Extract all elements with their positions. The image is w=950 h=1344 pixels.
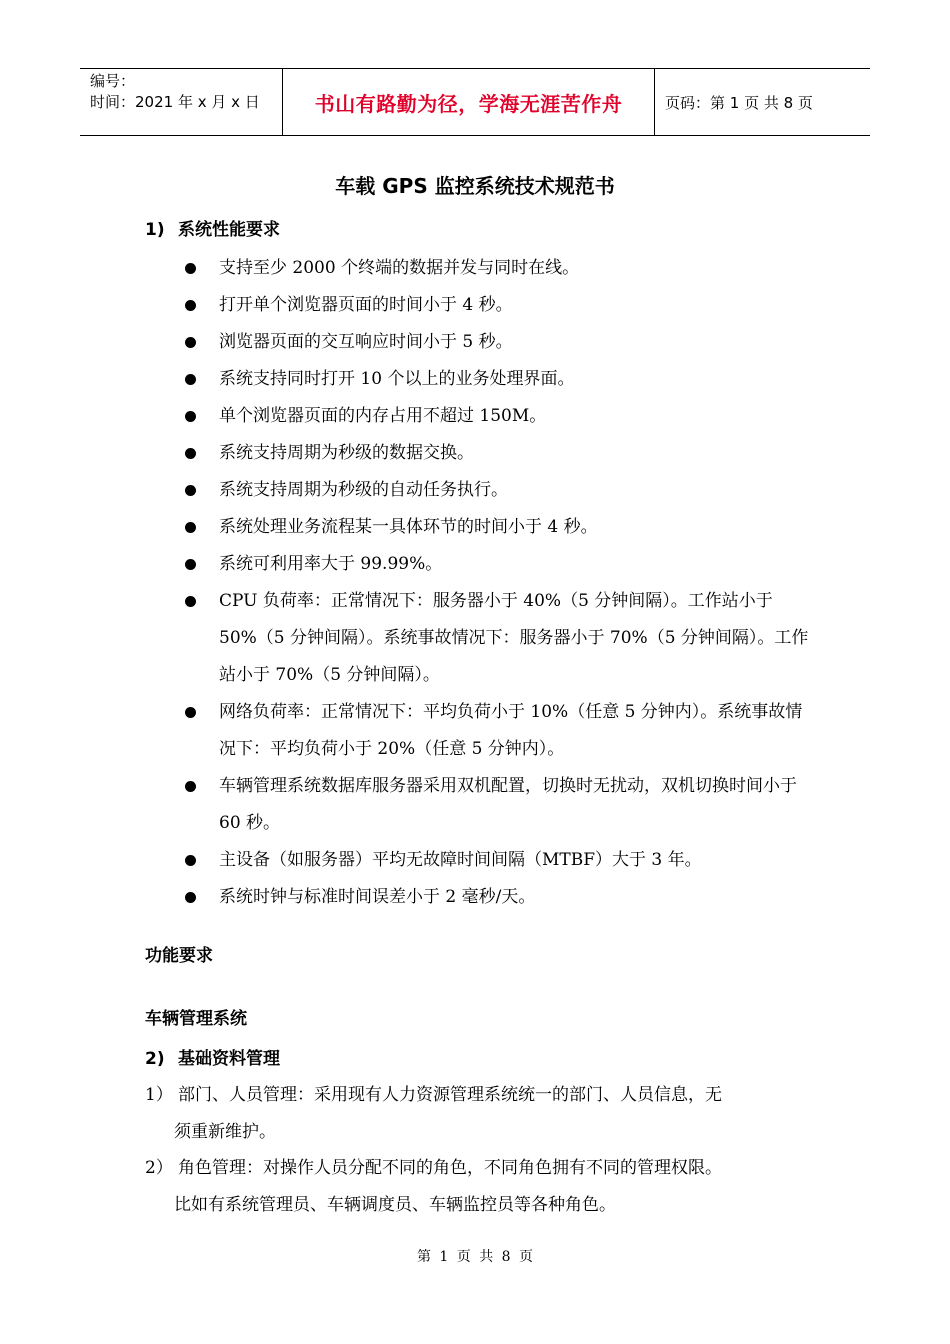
item-text-line2: 须重新维护。 (174, 1122, 276, 1142)
header-motto: 书山有路勤为径，学海无涯苦作舟 (314, 91, 623, 116)
header-motto-cell (282, 69, 655, 135)
section-heading-basic-data (145, 1044, 280, 1069)
header-date: 时间：2021 年 x 月 x 日 (90, 93, 260, 111)
section-number: 2) (145, 1049, 165, 1069)
bullet-icon (185, 596, 196, 607)
list-item-text: 支持至少 2000 个终端的数据并发与同时在线。 (219, 258, 580, 278)
list-item (185, 324, 810, 361)
bullet-icon (185, 892, 196, 903)
bullet-icon (185, 337, 196, 348)
bullet-icon (185, 485, 196, 496)
bullet-icon (185, 374, 196, 385)
header-page-info: 页码：第 1 页 共 8 页 (665, 93, 813, 112)
list-item (185, 583, 810, 694)
list-item-text: 单个浏览器页面的内存占用不超过 150M。 (219, 406, 547, 426)
item-number: 1） (145, 1085, 173, 1105)
list-item-text: 打开单个浏览器页面的时间小于 4 秒。 (219, 295, 513, 315)
list-item (185, 472, 810, 509)
list-item-text: 系统可利用率大于 99.99%。 (219, 554, 443, 574)
list-item (185, 694, 810, 768)
document-header (80, 68, 870, 136)
item-text-line1: 角色管理：对操作人员分配不同的角色，不同角色拥有不同的管理权限。 (178, 1158, 722, 1178)
list-item (185, 287, 810, 324)
heading-vehicle-management: 车辆管理系统 (145, 1009, 247, 1029)
section-number: 1) (145, 220, 165, 240)
list-item-text: 系统支持周期为秒级的自动任务执行。 (219, 480, 508, 500)
list-item (185, 546, 810, 583)
bullet-icon (185, 448, 196, 459)
document-title: 车载 GPS 监控系统技术规范书 (335, 174, 615, 198)
bullet-icon (185, 522, 196, 533)
list-item (185, 398, 810, 435)
item-text-line2: 比如有系统管理员、车辆调度员、车辆监控员等各种角色。 (174, 1195, 616, 1215)
numbered-item (145, 1150, 810, 1224)
list-item-text: 主设备（如服务器）平均无故障时间间隔（MTBF）大于 3 年。 (219, 850, 702, 870)
list-item (185, 435, 810, 472)
list-item (185, 361, 810, 398)
list-item-text: 系统处理业务流程某一具体环节的时间小于 4 秒。 (219, 517, 598, 537)
bullet-icon (185, 300, 196, 311)
bullet-icon (185, 411, 196, 422)
item-text-line1: 部门、人员管理：采用现有人力资源管理系统统一的部门、人员信息，无 (178, 1085, 722, 1105)
header-meta (80, 69, 282, 135)
performance-requirements-list (185, 250, 810, 916)
list-item-text: 浏览器页面的交互响应时间小于 5 秒。 (219, 332, 513, 352)
item-number: 2） (145, 1158, 173, 1178)
list-item (185, 250, 810, 287)
heading-function-requirements: 功能要求 (145, 946, 213, 966)
page-footer: 第 1 页 共 8 页 (416, 1249, 534, 1265)
list-item-text: CPU 负荷率：正常情况下：服务器小于 40%（5 分钟间隔）。工作站小于 50%（5 分钟间隔）。系统事故情况下：服务器小于 70%（5 分钟间隔）。工作站小于 70%（5 分钟间隔）。 (219, 591, 809, 685)
list-item-text: 车辆管理系统数据库服务器采用双机配置，切换时无扰动，双机切换时间小于 60 秒。 (219, 776, 797, 833)
list-item-text: 系统支持周期为秒级的数据交换。 (219, 443, 474, 463)
list-item-text: 系统支持同时打开 10 个以上的业务处理界面。 (219, 369, 575, 389)
list-item (185, 879, 810, 916)
bullet-icon (185, 707, 196, 718)
list-item (185, 509, 810, 546)
list-item-text: 系统时钟与标准时间误差小于 2 毫秒/天。 (219, 887, 536, 907)
bullet-icon (185, 263, 196, 274)
header-number-label: 编号： (90, 72, 136, 90)
bullet-icon (185, 559, 196, 570)
numbered-item (145, 1077, 810, 1151)
list-item (185, 842, 810, 879)
section-label: 基础资料管理 (178, 1049, 280, 1069)
list-item-text: 网络负荷率：正常情况下：平均负荷小于 10%（任意 5 分钟内）。系统事故情况下：平均负荷小于 20%（任意 5 分钟内）。 (219, 702, 803, 759)
list-item (185, 768, 810, 842)
section-heading-performance (145, 215, 280, 240)
bullet-icon (185, 855, 196, 866)
section-label: 系统性能要求 (178, 220, 280, 240)
bullet-icon (185, 781, 196, 792)
